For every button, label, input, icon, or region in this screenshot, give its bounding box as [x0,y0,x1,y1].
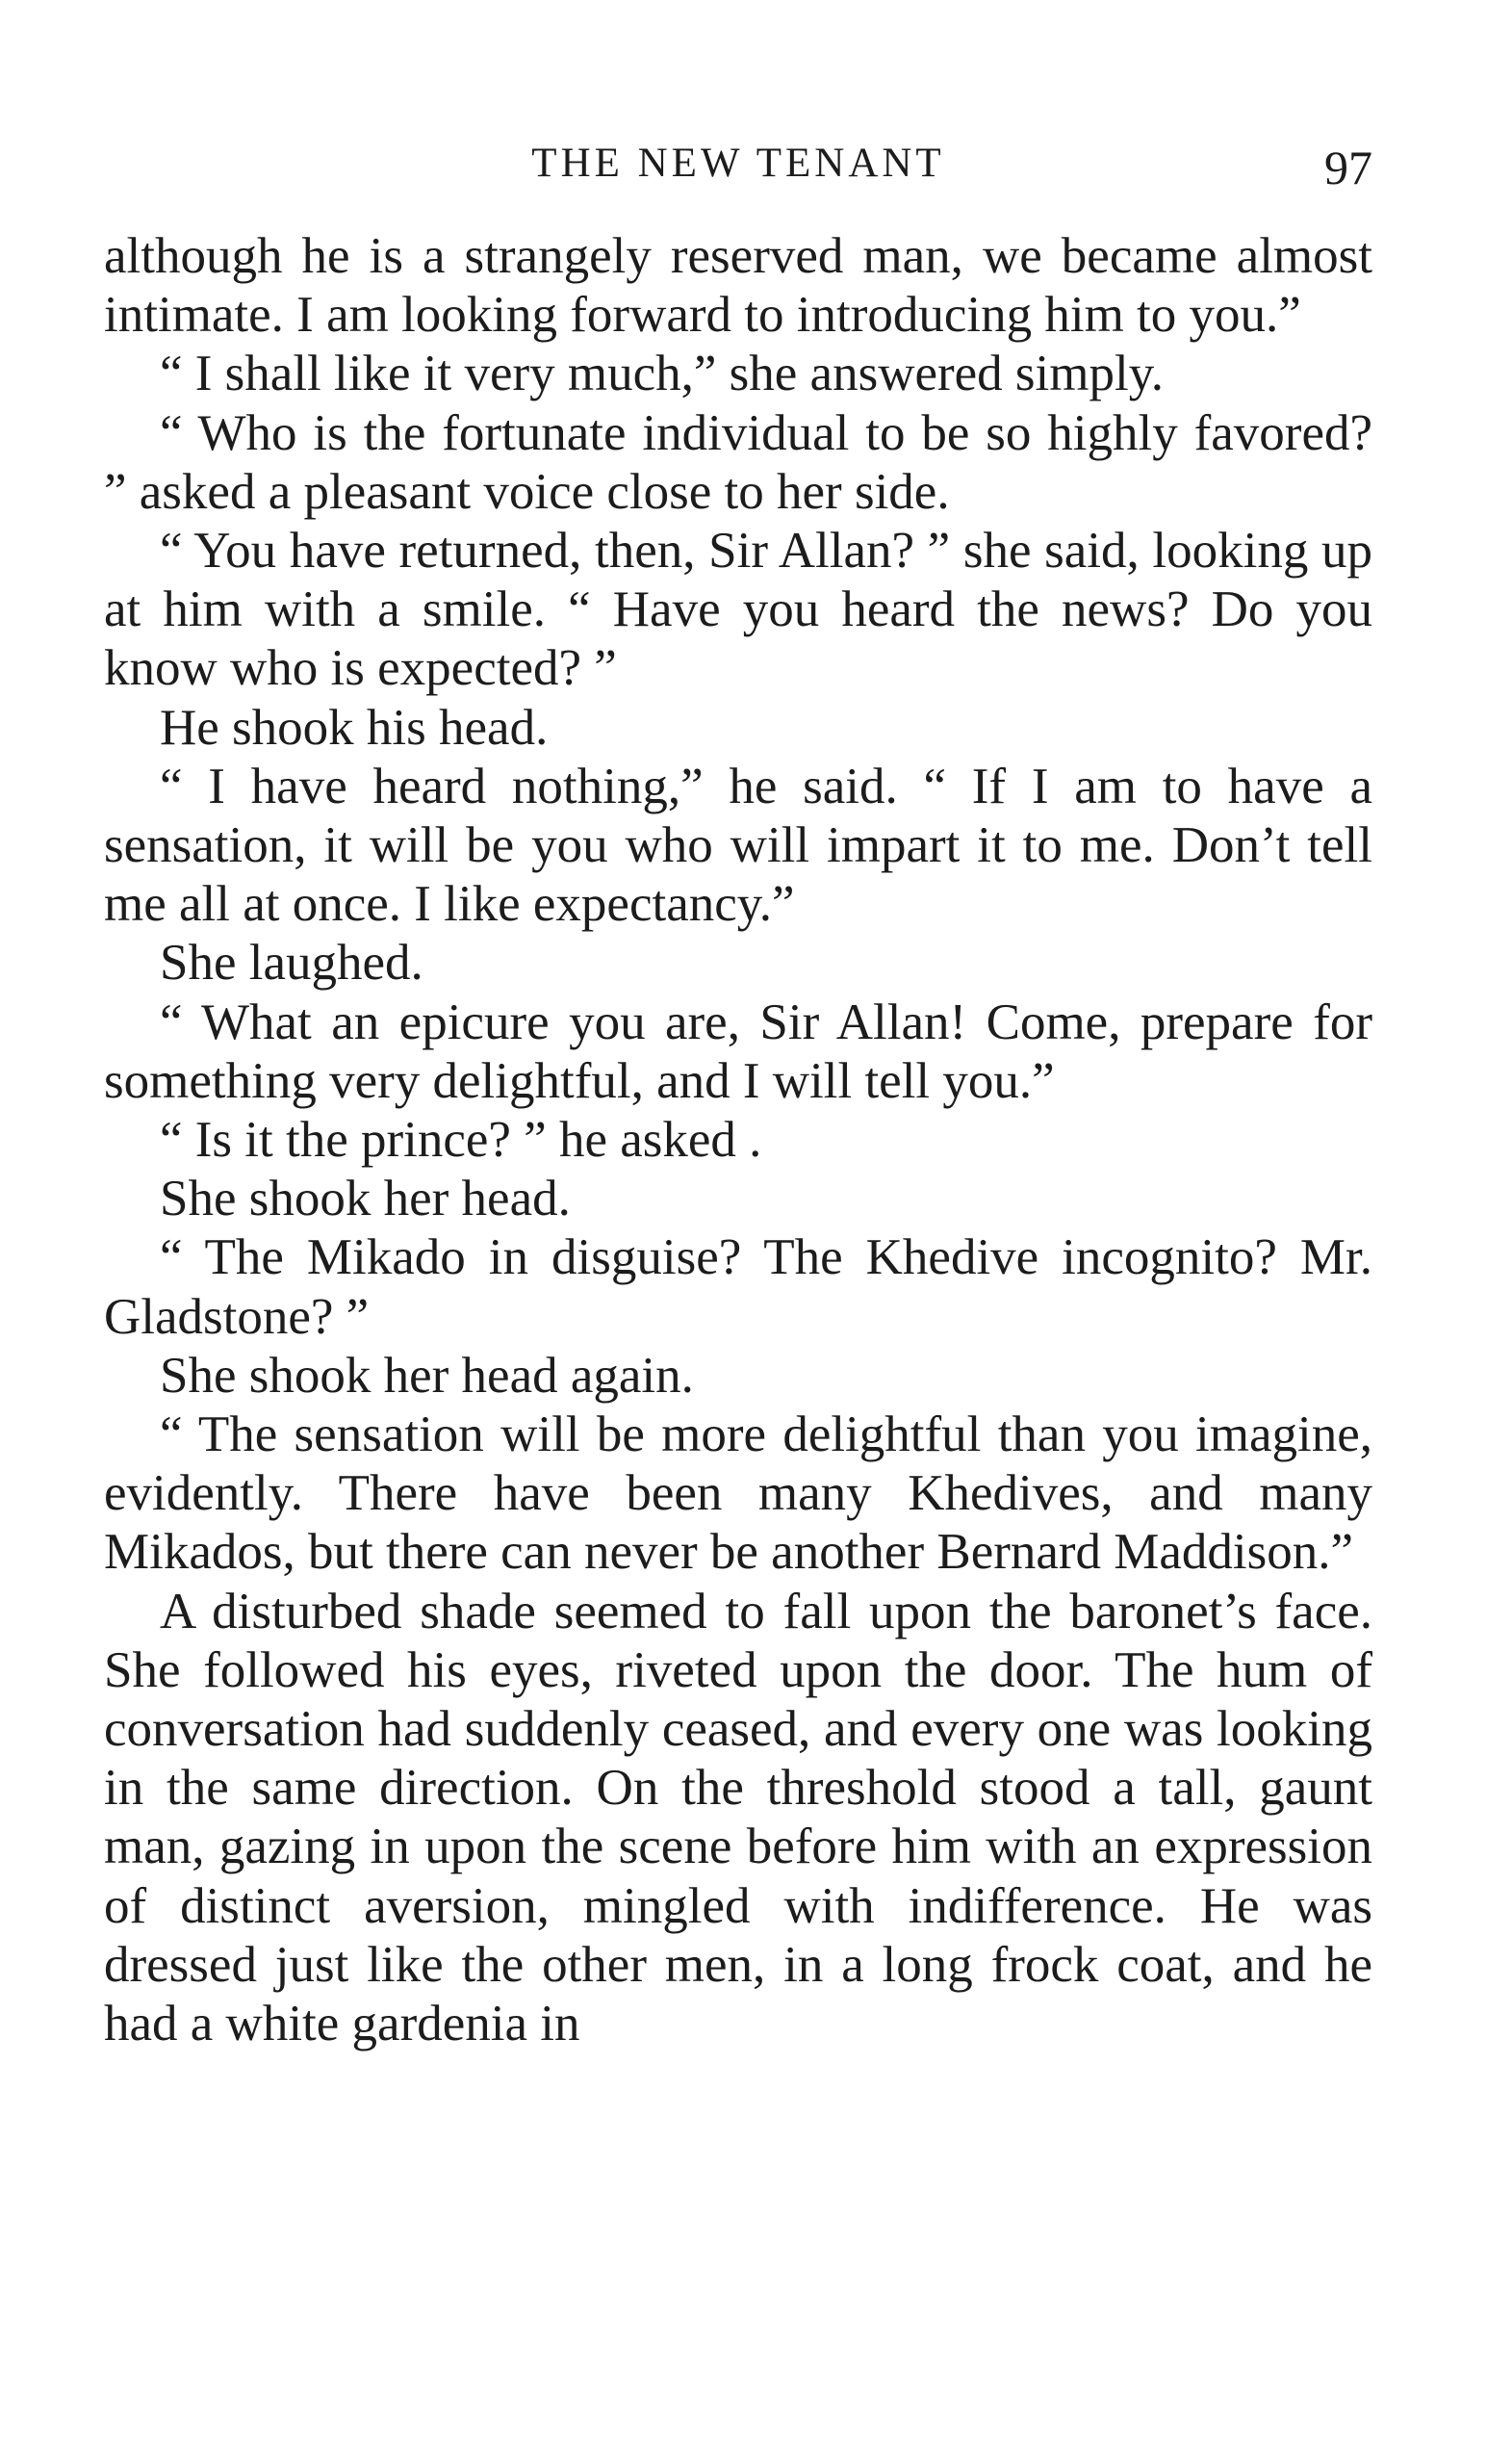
paragraph: “ I have heard nothing,” he said. “ If I am to have a sensation, it will be you who will impart it to me. Don’t tell me all at once. I like expectancy.” [104,758,1372,933]
paragraph: She shook her head again. [160,1347,694,1404]
paragraph: “ What an epicure you are, Sir Allan! Come, prepare for something very delightful, and I will tell you.” [104,994,1372,1109]
paragraph: “ Who is the fortunate individual to be so highly favored? ” asked a pleasant voice close to her side. [104,404,1372,520]
body-text [104,227,1372,2053]
paragraph: “ Is it the prince? ” he asked . [160,1112,762,1169]
paragraph: “ The sensation will be more delightful than you imagine, evidently. There have been many Khedives, and many Mikados, but there can never be another Bernard Maddison.” [104,1407,1372,1581]
paragraph: He shook his head. [160,699,549,756]
paragraph: “ The Mikado in disguise? The Khedive incognito? Mr. Gladstone? ” [104,1229,1372,1345]
running-head [104,135,1372,193]
running-title: THE NEW TENANT [531,141,945,186]
paragraph: She laughed. [160,935,423,992]
paragraph: She shook her head. [160,1171,571,1227]
paragraph: A disturbed shade seemed to fall upon the baronet’s face. She followed his eyes, riveted upon the door. The hum of conversation had suddenly ceased, and every one was looking in the same direction. On the threshold stood a tall, gaunt man, gazing in upon the scene before him with an expression of distinct aversion, mingled with indifference. He was dressed just like the other men, in a long frock coat, and he had a white gardenia in [104,1583,1372,2052]
page-number: 97 [1324,141,1372,194]
paragraph-continuation: although he is a strangely reserved man, we became almost intimate. I am looking forward to introducing him to you.” [104,228,1372,344]
paragraph: “ You have returned, then, Sir Allan? ” she said, looking up at him with a smile. “ Have you heard the news? Do you know who is expected? ” [104,523,1372,697]
paragraph: “ I shall like it very much,” she answered simply. [160,346,1165,402]
